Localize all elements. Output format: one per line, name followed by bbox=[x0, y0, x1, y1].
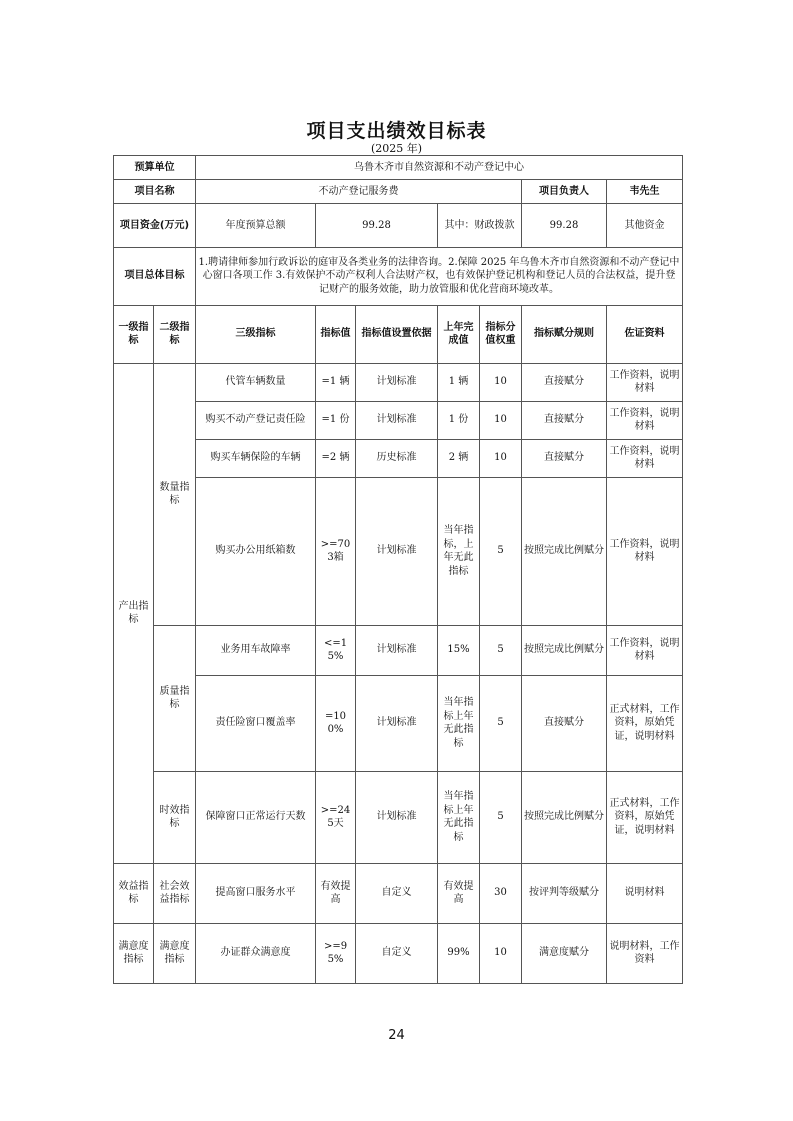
indicator-value: =1 份 bbox=[316, 401, 356, 439]
table-row bbox=[114, 675, 683, 771]
project-name-label: 项目名称 bbox=[114, 180, 196, 204]
project-leader-value: 韦先生 bbox=[607, 180, 683, 204]
column-header-row bbox=[114, 305, 683, 363]
indicator-weight: 10 bbox=[480, 401, 522, 439]
col-header-weight: 指标分值权重 bbox=[480, 305, 522, 363]
table-row bbox=[114, 625, 683, 675]
project-name-row bbox=[114, 180, 683, 204]
year-subtitle: (2025 年) bbox=[370, 142, 423, 155]
indicator-prev: 当年指标上年无此指标 bbox=[438, 771, 480, 863]
table-row bbox=[114, 439, 683, 477]
budget-unit-row bbox=[114, 156, 683, 180]
table-row bbox=[114, 477, 683, 625]
col-header-basis: 指标值设置依据 bbox=[356, 305, 438, 363]
fiscal-label: 其中：财政拨款 bbox=[438, 204, 522, 248]
indicator-weight: 5 bbox=[480, 477, 522, 625]
indicator-evidence: 工作资料，说明材料 bbox=[607, 363, 683, 401]
indicator-name: 保障窗口正常运行天数 bbox=[196, 771, 316, 863]
annual-budget-label: 年度预算总额 bbox=[196, 204, 316, 248]
indicator-evidence: 工作资料，说明材料 bbox=[607, 439, 683, 477]
indicator-basis: 历史标准 bbox=[356, 439, 438, 477]
indicator-name: 购买不动产登记责任险 bbox=[196, 401, 316, 439]
indicator-value: 有效提高 bbox=[316, 863, 356, 923]
indicator-weight: 5 bbox=[480, 625, 522, 675]
indicator-evidence: 工作资料，说明材料 bbox=[607, 625, 683, 675]
indicator-weight: 30 bbox=[480, 863, 522, 923]
indicator-value: =2 辆 bbox=[316, 439, 356, 477]
indicator-prev: 当年指标上年无此指标 bbox=[438, 675, 480, 771]
indicator-rule: 直接赋分 bbox=[522, 401, 607, 439]
indicator-basis: 自定义 bbox=[356, 863, 438, 923]
indicator-name: 办证群众满意度 bbox=[196, 923, 316, 983]
indicator-rule: 按照完成比例赋分 bbox=[522, 771, 607, 863]
indicator-weight: 5 bbox=[480, 675, 522, 771]
indicator-basis: 计划标准 bbox=[356, 625, 438, 675]
project-name-value: 不动产登记服务费 bbox=[196, 180, 522, 204]
level1-satisfaction: 满意度指标 bbox=[114, 923, 154, 983]
indicator-value: =1 辆 bbox=[316, 363, 356, 401]
indicator-rule: 直接赋分 bbox=[522, 439, 607, 477]
table-row bbox=[114, 863, 683, 923]
budget-unit-label: 预算单位 bbox=[114, 156, 196, 180]
indicator-evidence: 说明材料，工作资料 bbox=[607, 923, 683, 983]
level2-satisfaction: 满意度指标 bbox=[154, 923, 196, 983]
indicator-value: <=15% bbox=[316, 625, 356, 675]
indicator-value: >=95% bbox=[316, 923, 356, 983]
goal-label: 项目总体目标 bbox=[114, 247, 196, 305]
col-header-level2: 二级指标 bbox=[154, 305, 196, 363]
col-header-rule: 指标赋分规则 bbox=[522, 305, 607, 363]
indicator-prev: 15% bbox=[438, 625, 480, 675]
indicator-name: 购买办公用纸箱数 bbox=[196, 477, 316, 625]
indicator-basis: 计划标准 bbox=[356, 363, 438, 401]
page-title: 项目支出绩效目标表 bbox=[306, 120, 487, 142]
indicator-prev: 2 辆 bbox=[438, 439, 480, 477]
col-header-value: 指标值 bbox=[316, 305, 356, 363]
indicator-name: 责任险窗口覆盖率 bbox=[196, 675, 316, 771]
indicator-prev: 1 份 bbox=[438, 401, 480, 439]
indicator-basis: 计划标准 bbox=[356, 401, 438, 439]
indicator-evidence: 工作资料，说明材料 bbox=[607, 401, 683, 439]
indicator-evidence: 工作资料，说明材料 bbox=[607, 477, 683, 625]
indicator-name: 提高窗口服务水平 bbox=[196, 863, 316, 923]
col-header-evidence: 佐证资料 bbox=[607, 305, 683, 363]
indicator-prev: 99% bbox=[438, 923, 480, 983]
level1-output: 产出指标 bbox=[114, 363, 154, 863]
indicator-basis: 计划标准 bbox=[356, 771, 438, 863]
project-leader-label: 项目负责人 bbox=[522, 180, 607, 204]
indicator-rule: 直接赋分 bbox=[522, 675, 607, 771]
indicator-prev: 1 辆 bbox=[438, 363, 480, 401]
indicator-prev: 有效提高 bbox=[438, 863, 480, 923]
indicator-value: >=703箱 bbox=[316, 477, 356, 625]
indicator-basis: 计划标准 bbox=[356, 675, 438, 771]
annual-budget-value: 99.28 bbox=[316, 204, 438, 248]
other-label: 其他资金 bbox=[607, 204, 683, 248]
col-header-level1: 一级指标 bbox=[114, 305, 154, 363]
level2-quantity: 数量指标 bbox=[154, 363, 196, 625]
indicator-basis: 自定义 bbox=[356, 923, 438, 983]
goal-text: 1.聘请律师参加行政诉讼的庭审及各类业务的法律咨询。2.保障 2025 年乌鲁木齐市自然资源和不动产登记中心窗口各项工作 3.有效保护不动产权利人合法财产权，也有效保护登记机构和登记人员的合法权益，提升登记财产的服务效能，助力放管服和优化营商环境改革。 bbox=[196, 247, 683, 305]
indicator-rule: 满意度赋分 bbox=[522, 923, 607, 983]
indicator-rule: 按评判等级赋分 bbox=[522, 863, 607, 923]
indicator-name: 购买车辆保险的车辆 bbox=[196, 439, 316, 477]
indicator-basis: 计划标准 bbox=[356, 477, 438, 625]
table-row bbox=[114, 923, 683, 983]
indicator-name: 代管车辆数量 bbox=[196, 363, 316, 401]
col-header-level3: 三级指标 bbox=[196, 305, 316, 363]
level2-timeliness: 时效指标 bbox=[154, 771, 196, 863]
level2-quality: 质量指标 bbox=[154, 625, 196, 771]
indicator-name: 业务用车故障率 bbox=[196, 625, 316, 675]
indicator-evidence: 正式材料，工作资料，原始凭证，说明材料 bbox=[607, 675, 683, 771]
indicator-value: >=245天 bbox=[316, 771, 356, 863]
level2-social: 社会效益指标 bbox=[154, 863, 196, 923]
table-row bbox=[114, 401, 683, 439]
table-row bbox=[114, 363, 683, 401]
indicator-rule: 直接赋分 bbox=[522, 363, 607, 401]
indicator-evidence: 正式材料，工作资料，原始凭证，说明材料 bbox=[607, 771, 683, 863]
indicator-prev: 当年指标，上年无此指标 bbox=[438, 477, 480, 625]
col-header-prev: 上年完成值 bbox=[438, 305, 480, 363]
indicator-evidence: 说明材料 bbox=[607, 863, 683, 923]
indicator-rule: 按照完成比例赋分 bbox=[522, 625, 607, 675]
indicator-weight: 10 bbox=[480, 923, 522, 983]
goal-row bbox=[114, 247, 683, 305]
performance-table bbox=[113, 155, 683, 984]
indicator-weight: 10 bbox=[480, 363, 522, 401]
indicator-weight: 5 bbox=[480, 771, 522, 863]
indicator-value: =100% bbox=[316, 675, 356, 771]
funds-label: 项目资金(万元) bbox=[114, 204, 196, 248]
table-row bbox=[114, 771, 683, 863]
fiscal-value: 99.28 bbox=[522, 204, 607, 248]
indicator-weight: 10 bbox=[480, 439, 522, 477]
indicator-rule: 按照完成比例赋分 bbox=[522, 477, 607, 625]
level1-benefit: 效益指标 bbox=[114, 863, 154, 923]
funds-row bbox=[114, 204, 683, 248]
budget-unit-value: 乌鲁木齐市自然资源和不动产登记中心 bbox=[196, 156, 683, 180]
page-number: 24 bbox=[388, 1028, 405, 1043]
